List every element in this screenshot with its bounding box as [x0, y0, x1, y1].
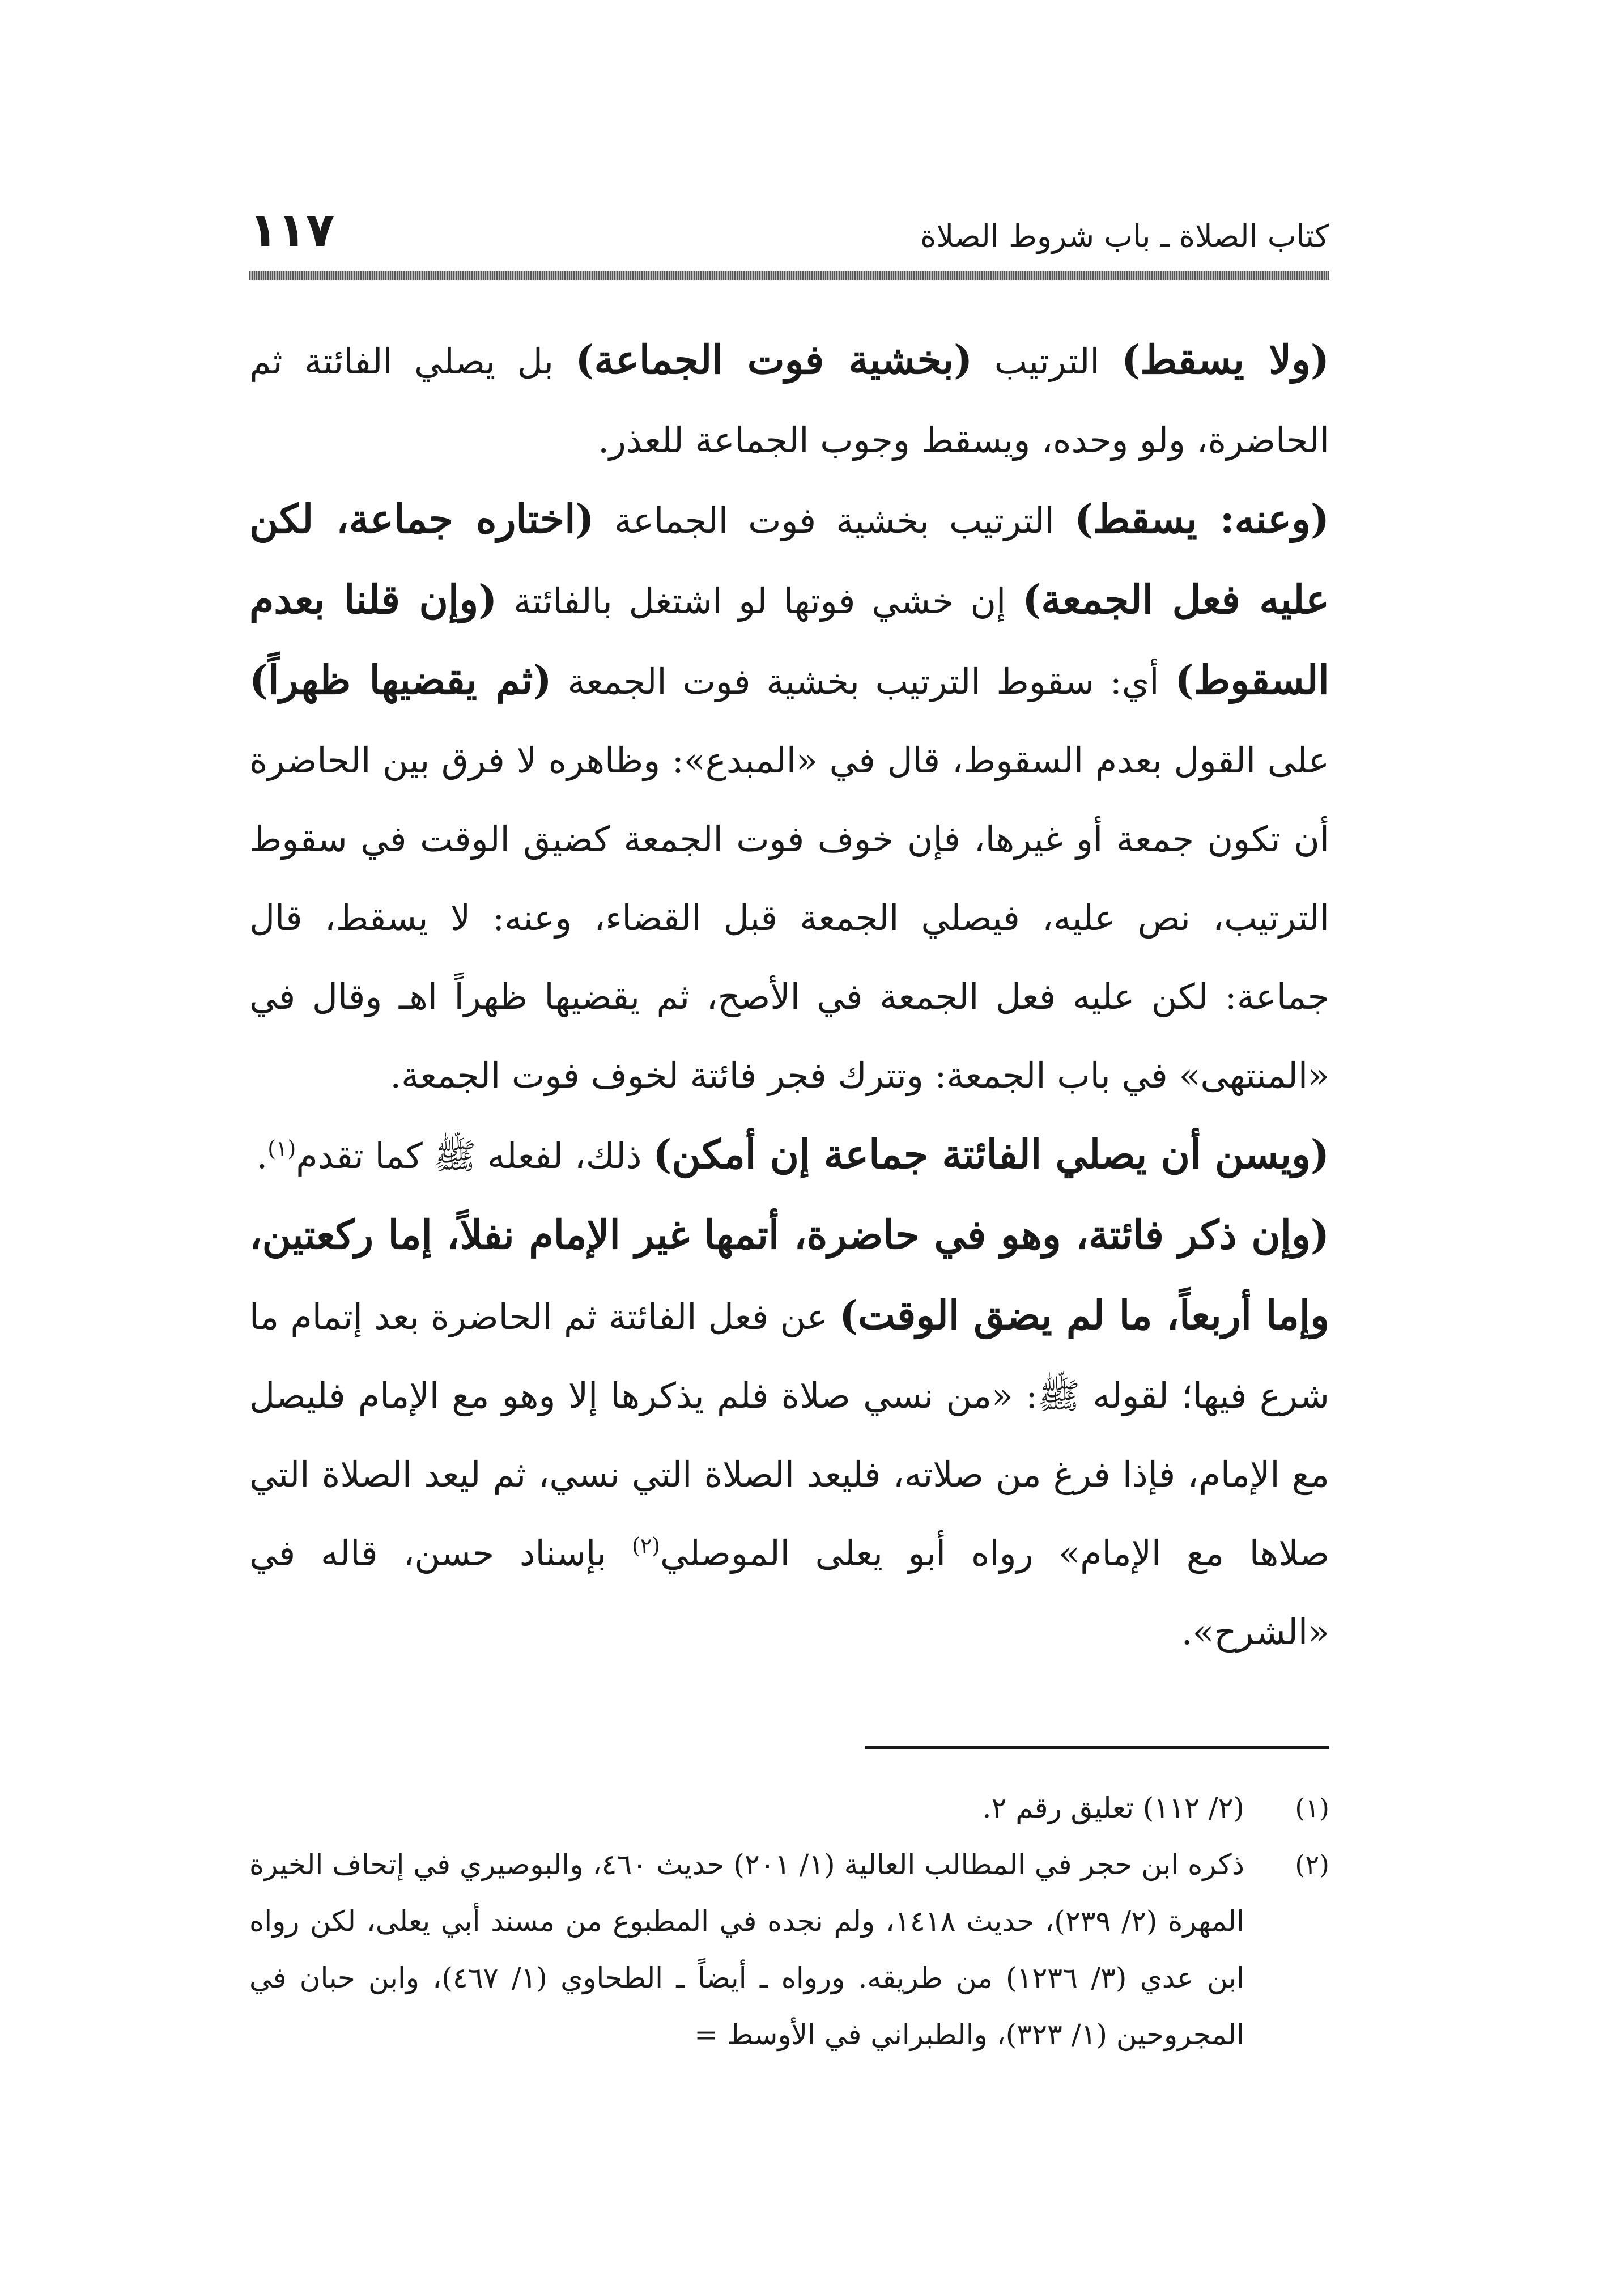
footnotes [249, 1780, 1329, 2063]
bold-phrase: (ويسن أن يصلي الفائتة جماعة إن أمكن) [653, 1131, 1329, 1178]
text-run: الترتيب بخشية فوت الجماعة [594, 500, 1075, 541]
paragraph [249, 479, 1329, 1115]
paragraph [249, 320, 1329, 479]
footnote-marker: (١) [1295, 1793, 1329, 1823]
text-run: بل يصلي الفائتة ثم الحاضرة، ولو وحده، ويسقط وجوب الجماعة للعذر. [249, 341, 1329, 461]
footnote [249, 1836, 1329, 2063]
running-title: كتاب الصلاة ـ باب شروط الصلاة [920, 218, 1329, 254]
paragraph [249, 1195, 1329, 1671]
footnote-marker: (٢) [1295, 1849, 1329, 1880]
text-run: على القول بعدم السقوط، قال في «المبدع»: وظاهره لا فرق بين الحاضرة أن تكون جمعة أو غيرها، فإن خوف فوت الجمعة كضيق الوقت في سقوط الترتيب، نص عليه، فيصلي الجمعة قبل القضاء، وعنه: لا يسقط، قال جماعة: لكن عليه فعل الجمعة في الأصح، ثم يقضيها ظهراً اهـ وقال في «المنتهى» في باب الجمعة: وتترك فجر فائتة لخوف فوت الجمعة. [249, 740, 1329, 1096]
bold-phrase: (وإن قلنا بعدم السقوط) [249, 576, 1329, 703]
footnote-reference[interactable]: (٢) [631, 1533, 661, 1559]
text-run: . [256, 1135, 268, 1177]
text-run: بإسناد حسن، قاله في «الشرح». [249, 1532, 1329, 1653]
bold-phrase: (بخشية فوت الجماعة) [575, 336, 973, 383]
footnote-reference[interactable]: (١) [267, 1136, 296, 1161]
text-run: أي: سقوط الترتيب بخشية فوت الجمعة [551, 661, 1175, 702]
text-run: الترتيب [972, 341, 1122, 382]
running-header [249, 203, 1329, 265]
header-rule [249, 271, 1329, 280]
bold-phrase: (ولا يسقط) [1121, 336, 1329, 383]
text-run: ذلك، لفعله ﷺ كما تقدم [296, 1135, 653, 1177]
footnote-text: ذكره ابن حجر في المطالب العالية (١/ ٢٠١) حديث ٤٦٠، والبوصيري في إتحاف الخيرة المهرة (٢/ ٢٣٩)، حديث ١٤١٨، ولم نجده في المطبوع من مسند أبي يعلى، لكن رواه ابن عدي (٣/ ١٢٣٦) من طريقه. ورواه ـ أيضاً ـ الطحاوي (١/ ٤٦٧)، وابن حبان في المجروحين (١/ ٣٢٣)، والطبراني في الأوسط = [249, 1848, 1244, 2051]
text-run: عن فعل الفائتة ثم الحاضرة بعد إتمام ما شرع فيها؛ لقوله ﷺ: «من نسي صلاة فلم يذكرها إلا وهو مع الإمام فليصل مع الإمام، فإذا فرغ من صلاته، فليعد الصلاة التي نسي، ثم ليعد الصلاة التي صلاها مع الإمام» رواه أبو يعلى الموصلي [249, 1296, 1330, 1574]
footnote [249, 1780, 1329, 1836]
bold-phrase: (اختاره جماعة، لكن عليه فعل الجمعة) [249, 495, 1329, 623]
bold-phrase: (ثم يقضيها ظهراً) [249, 656, 552, 703]
page-number: ١١٧ [249, 203, 335, 257]
main-text [249, 320, 1329, 1671]
footnote-separator [865, 1746, 1329, 1749]
bold-phrase: (وإن ذكر فائتة، وهو في حاضرة، أتمها غير الإمام نفلاً، إما ركعتين، وإما أربعاً، ما لم يضق الوقت) [249, 1211, 1329, 1339]
bold-phrase: (وعنه: يسقط) [1074, 495, 1329, 542]
text-run: إن خشي فوتها لو اشتغل بالفائتة [497, 580, 1023, 622]
paragraph [249, 1115, 1329, 1195]
footnote-text: (٢/ ١١٢) تعليق رقم ٢. [982, 1791, 1244, 1824]
